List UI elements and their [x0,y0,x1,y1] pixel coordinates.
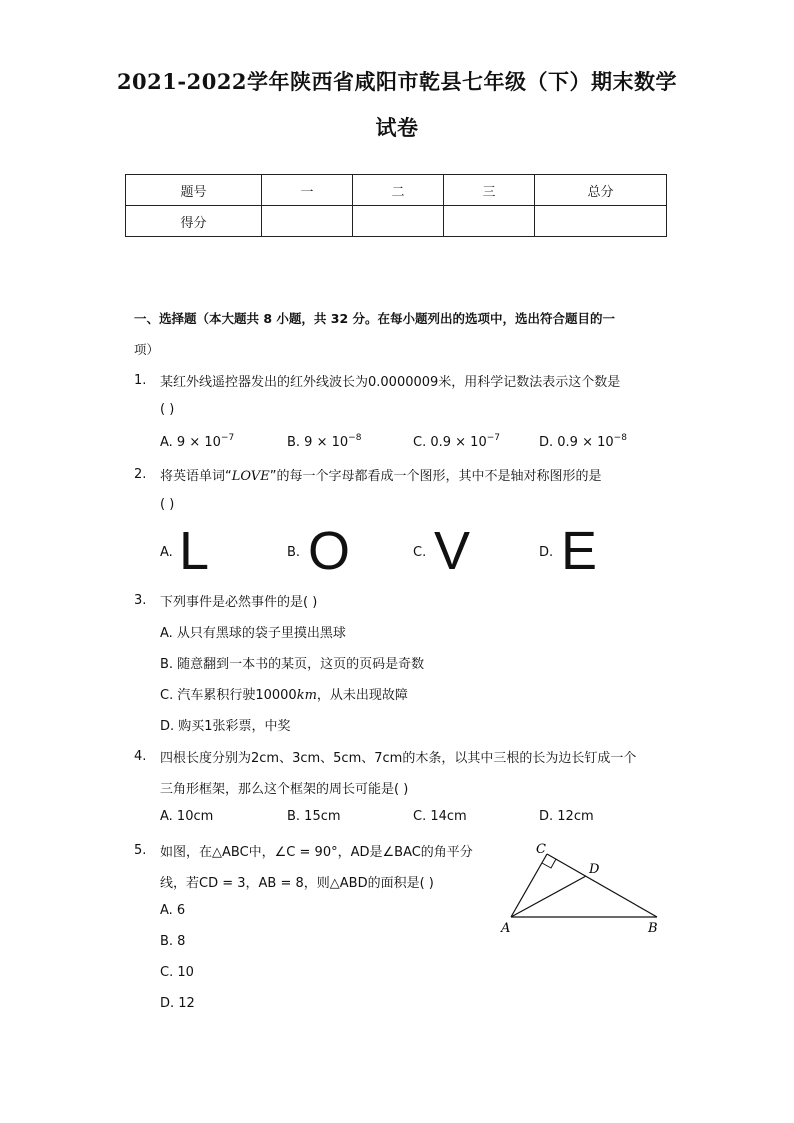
section-heading-cont: 项） [134,342,160,357]
option-d: D. 购买1张彩票，中奖 [160,719,291,734]
question-paren: ( ) [160,402,175,417]
letter-e-figure: E [561,521,598,581]
question-text: 四根长度分别为2cm、3cm、5cm、7cm的木条，以其中三根的长为边长钉成一个 [160,751,637,766]
question-number: 1. [134,373,147,388]
question-text: 下列事件是必然事件的是( ) [160,595,318,610]
question-number: 2. [134,467,147,482]
option-c: C. 14cm [413,809,467,824]
letter-v-figure: V [434,521,471,581]
question-number: 5. [134,843,147,858]
option-d: D. [539,545,554,560]
score-cell [444,206,535,237]
question-number: 3. [134,593,147,608]
score-header-cell: 三 [444,175,535,206]
score-cell [262,206,353,237]
score-table-header-row [126,175,667,206]
score-cell [353,206,444,237]
label-d: D [589,862,600,877]
score-header-cell: 总分 [535,175,667,206]
option-b: B. $9 \times 10^{-8}$ [287,433,362,450]
exam-title-line2: 试卷 [375,115,419,140]
question-paren: ( ) [160,497,175,512]
question-number: 4. [134,749,147,764]
label-c: C [536,842,546,857]
option-d: D. 12 [160,996,195,1011]
question-text-cont: 线，若CD = 3，AB = 8，则△ABD的面积是( ) [160,876,434,891]
option-b: B. 随意翻到一本书的某页，这页的页码是奇数 [160,657,425,672]
score-table-score-row [126,206,667,237]
letter-l-figure: L [179,521,210,581]
score-header-cell: 二 [353,175,444,206]
option-a: A. 10cm [160,809,214,824]
side-cb [547,854,657,917]
triangle-figure [495,838,675,943]
exam-title-line1: 2021-2022学年陕西省咸阳市乾县七年级（下）期末数学 [116,69,678,94]
option-b: B. 8 [160,934,186,949]
score-header-cell: 题号 [126,175,262,206]
option-c: C. 汽车累积行驶10000km，从未出现故障 [160,688,408,703]
option-d: D. $0.9 \times 10^{-8}$ [539,433,627,450]
question-text: 某红外线遥控器发出的红外线波长为0.0000009米，用科学记数法表示这个数是 [160,375,621,390]
option-a: A. 从只有黑球的袋子里摸出黑球 [160,626,346,641]
label-b: B [648,921,658,936]
option-d: D. 12cm [539,809,594,824]
option-a: A. [160,545,173,560]
score-row-label: 得分 [126,206,262,237]
letter-o-figure: O [308,521,351,581]
section-heading: 一、选择题（本大题共 8 小题，共 32 分。在每小题列出的选项中，选出符合题目的一 [134,311,616,326]
score-header-cell: 一 [262,175,353,206]
option-b: B. 15cm [287,809,341,824]
option-b: B. [287,545,301,560]
label-a: A [501,921,511,936]
option-a: A. 6 [160,903,186,918]
option-a: A. $9 \times 10^{-7}$ [160,433,235,450]
question-text: 如图，在△ABC中，∠C = 90°，AD是∠BAC的角平分 [160,845,473,860]
right-angle-mark [542,859,556,868]
question-text-cont: 三角形框架，那么这个框架的周长可能是( ) [160,782,409,797]
option-c: C. [413,545,427,560]
score-cell [535,206,667,237]
option-c: C. 10 [160,965,194,980]
score-table [125,174,667,237]
option-c: C. $0.9 \times 10^{-7}$ [413,433,500,450]
question-text: 将英语单词“LOVE”的每一个字母都看成一个图形，其中不是轴对称图形的是 [160,469,602,484]
